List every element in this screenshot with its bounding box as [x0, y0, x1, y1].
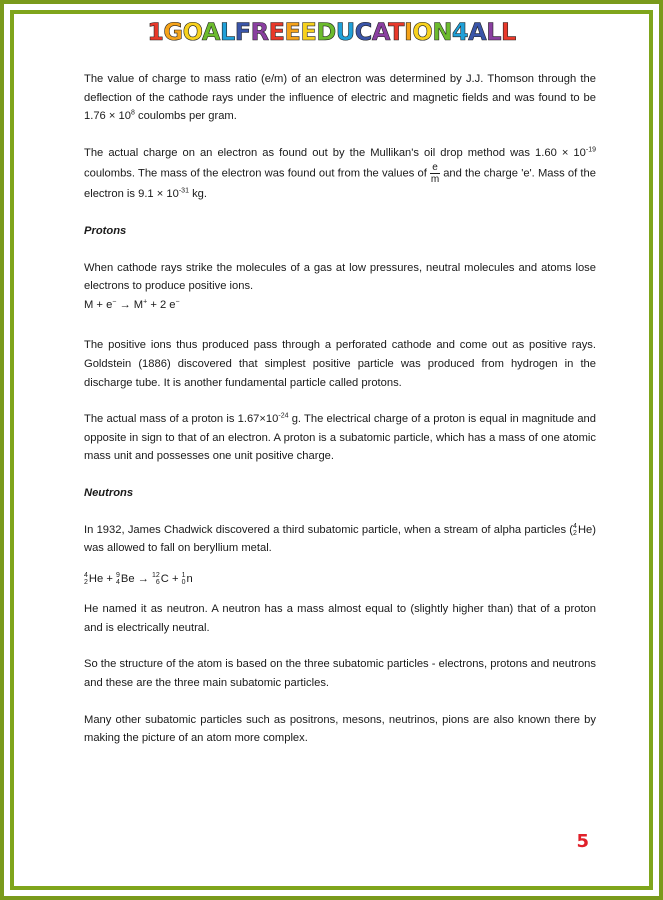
- paragraph-neutron: He named it as neutron. A neutron has a mass almost equal to (slightly higher than) that of a proton and is electrically neutral.: [84, 603, 596, 634]
- paragraph-electron-charge: The actual charge on an electron as found out by the Mullikan's oil drop method was $1.60 \times 10^{-19}$ coulombs. The mass of the electron was found out from the values of $\frac{e}{m}$ and the charge 'e'. Mass of the electron is $9.1 \times 10^{-31}$ kg.: [84, 146, 596, 201]
- helium-nuclide-notation: 4 2: [573, 522, 577, 537]
- brand-letter: R: [250, 18, 269, 46]
- page-number: 5: [576, 831, 589, 852]
- brand-letter: T: [388, 18, 404, 46]
- paragraph-atom-structure: So the structure of the atom is based on the three subatomic particles - electrons, protons and neutrons and these are the three main subatomic particles.: [84, 658, 596, 690]
- paragraph-proton-mass: The actual mass of a proton is $1.67\times 10^{-24}$ g. The electrical charge of a proton is equal in magnitude and opposite in sign to that of an electron. A proton is a subatomic particle, which has a mass of one atomic mass unit and possesses one unit positive charge.: [84, 412, 596, 463]
- brand-letter: A: [201, 18, 220, 46]
- heading-protons: Protons: [84, 224, 127, 237]
- paragraph-cathode-rays: When cathode rays strike the molecules of a gas at low pressures, neutral molecules and atoms lose electrons to produce positive ions.: [84, 261, 596, 293]
- brand-letter: A: [468, 18, 487, 46]
- brand-letter: E: [268, 18, 285, 46]
- brand-letter: L: [501, 18, 516, 46]
- page: [14, 14, 649, 886]
- brand-letter: I: [403, 18, 413, 46]
- brand-letter: N: [432, 18, 452, 46]
- brand-letter: E: [300, 18, 317, 46]
- equation-nuclear-reaction: 4 2 He + 9 4 Be → 12 6 C + 1 0 n: [84, 571, 193, 586]
- page-content: [84, 70, 596, 748]
- brand-letter: 4: [451, 18, 469, 46]
- heading-neutrons: Neutrons: [84, 486, 134, 499]
- brand-letter: E: [284, 18, 301, 46]
- paragraph-positive-rays: The positive ions thus produced pass through a perforated cathode and come out as positive rays. Goldstein (1886) discovered that simplest positive particle was produced from hydrogen in the discharge tube. It is another fundamental particle called protons.: [84, 339, 596, 389]
- brand-letter: F: [234, 18, 251, 46]
- brand-letter: A: [371, 18, 389, 46]
- e-over-m-fraction: $\frac{e}{m}$: [430, 162, 440, 186]
- brand-watermark: [14, 18, 649, 46]
- brand-letter: L: [486, 18, 501, 46]
- brand-letter: D: [316, 18, 336, 46]
- paragraph-other-particles: Many other subatomic particles such as positrons, mesons, neutrinos, pions are also known there by making the picture of an atom more complex.: [84, 713, 596, 745]
- brand-letter: O: [182, 18, 202, 46]
- brand-letter: L: [219, 18, 235, 46]
- brand-letter: 1: [147, 18, 164, 46]
- brand-letter: C: [354, 18, 372, 46]
- brand-letter: U: [335, 18, 355, 46]
- equation-ionization: M + e− → M+ + 2 e−: [84, 298, 180, 311]
- paragraph-charge-to-mass: The value of charge to mass ratio (e/m) of an electron was determined by J.J. Thomson through the deflection of the cathode rays under the influence of electric and magnetic fields and was found to be $1.76 \times 10^8$ coulombs per gram.: [84, 73, 596, 123]
- brand-letter: O: [412, 18, 433, 46]
- paragraph-chadwick: In 1932, James Chadwick discovered a third subatomic particle, when a stream of alpha particles ( 4 2 He) was allowed to fall on beryllium metal.: [84, 522, 596, 555]
- brand-letter: G: [163, 18, 183, 46]
